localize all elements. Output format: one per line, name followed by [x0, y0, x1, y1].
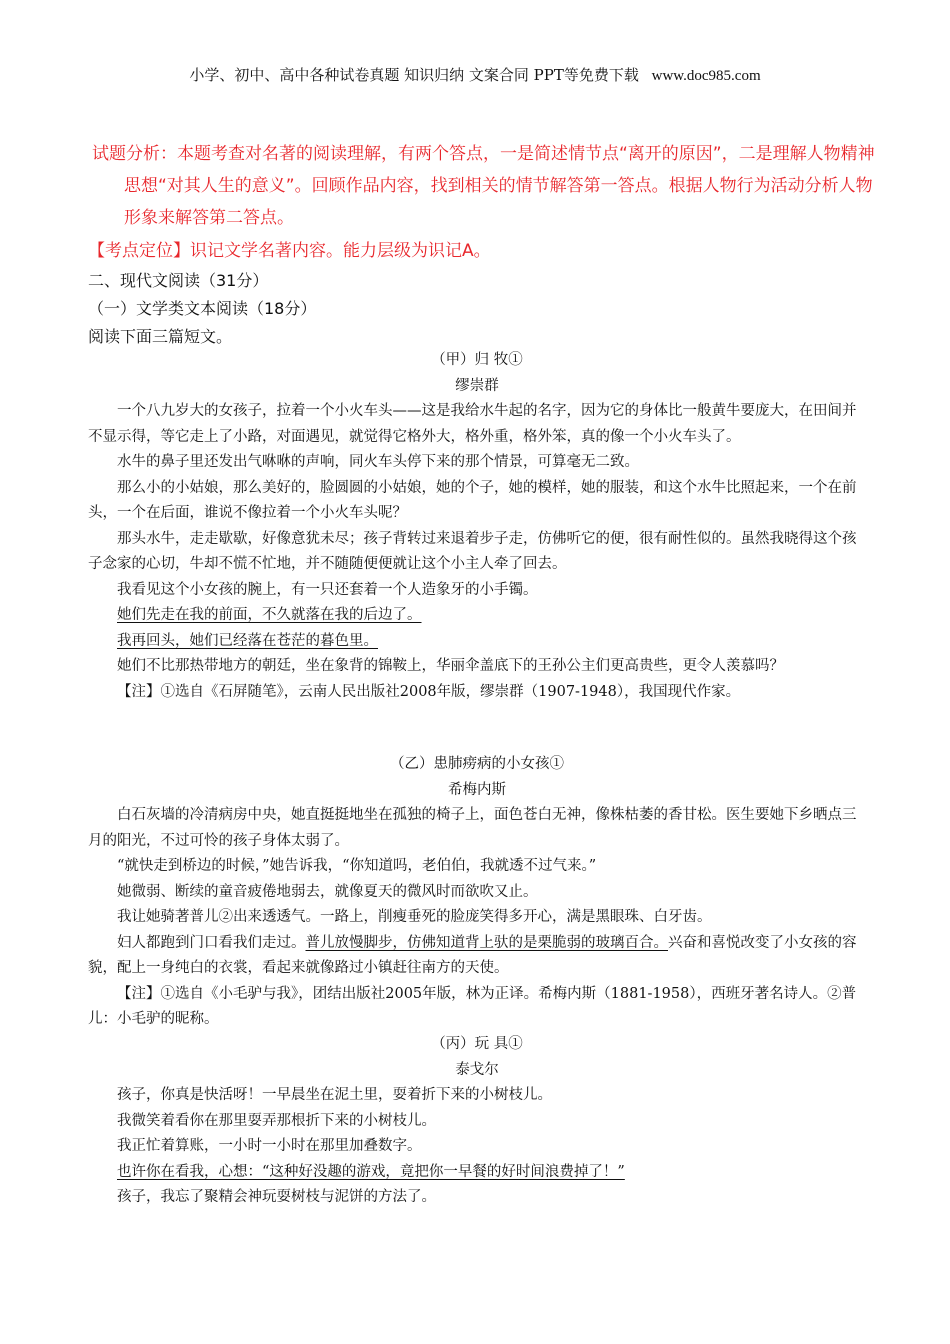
text-span: 妇人都跑到门口看我们走过。 — [117, 934, 306, 951]
text-span: 兴奋和喜悦改变了小女孩的容貌，配上一身纯白的衣裳，看起来就像路过小镇赶往南方的天使。 — [88, 934, 857, 976]
paragraph: “就快走到桥边的时候，”她告诉我，“你知道吗，老伯伯，我就透不过气来。” — [117, 858, 597, 874]
paragraph: 一个八九岁大的女孩子，拉着一个小火车头——这是我给水牛起的名字，因为它的身体比一般黄牛要庞大，在田间并不显示得，等它走上了小路，对面遇见，就觉得它格外大，格外重，格外笨，真的像一个小火车头了。 — [88, 403, 857, 445]
underlined-sentence: 也许你在看我，心想：“这种好没趣的游戏，竟把你一早餐的好时间浪费掉了！” — [117, 1163, 625, 1180]
paragraph: 那头水牛，走走歇歇，好像意犹未尽；孩子背转过来退着步子走，仿佛听它的便，很有耐性似的。虽然我晓得这个孩子念家的心切，牛却不慌不忙地，并不随随便便就让这个小主人牵了回去。 — [88, 530, 857, 572]
passage-author: 希梅内斯 — [448, 781, 506, 798]
passage-yi — [88, 752, 866, 1033]
paragraph: 我看见这个小女孩的腕上，有一只还套着一个人造象牙的小手镯。 — [117, 581, 538, 598]
subsection-heading: （一）文学类文本阅读（18分） — [88, 299, 317, 318]
passage-title: （甲）归 牧① — [431, 352, 523, 368]
page-header — [0, 64, 950, 85]
analysis-line: 思想“对其人生的意义”。回顾作品内容，找到相关的情节解答第一答点。根据人物行为活动分析人物 — [124, 176, 873, 196]
header-url[interactable]: www.doc985.com — [651, 68, 761, 84]
header-text: 小学、初中、高中各种试卷真题 知识归纳 文案合同 PPT等免费下载 — [189, 66, 639, 84]
analysis-block — [92, 138, 882, 234]
paragraph: 孩子，我忘了聚精会神玩耍树枝与泥饼的方法了。 — [117, 1189, 436, 1205]
passage-jia — [88, 348, 866, 705]
analysis-line: 形象来解答第二答点。 — [124, 208, 294, 228]
footnote: 【注】①选自《石屏随笔》，云南人民出版社2008年版，缪崇群（1907-1948），我国现代作家。 — [117, 683, 741, 700]
passage-bing — [88, 1032, 866, 1211]
passage-author: 泰戈尔 — [455, 1061, 499, 1078]
passage-title: （丙）玩 具① — [431, 1036, 523, 1052]
paragraph — [88, 931, 866, 982]
passage-author: 缪崇群 — [455, 377, 499, 394]
paragraph: 我正忙着算账，一小时一小时在那里加叠数字。 — [117, 1138, 422, 1154]
analysis-line: 试题分析：本题考查对名著的阅读理解，有两个答点，一是简述情节点“离开的原因”，二是理解人物精神 — [92, 144, 875, 164]
kaodian-line: 【考点定位】识记文学名著内容。能力层级为识记A。 — [88, 241, 491, 261]
underlined-sentence: 我再回头，她们已经落在苍茫的暮色里。 — [117, 632, 378, 649]
paragraph: 水牛的鼻子里还发出气咻咻的声响，同火车头停下来的那个情景，可算毫无二致。 — [117, 454, 639, 470]
paragraph: 那么小的小姑娘，那么美好的，脸圆圆的小姑娘，她的个子，她的模样，她的服装，和这个水牛比照起来，一个在前头，一个在后面，谁说不像拉着一个小火车头呢？ — [88, 479, 857, 521]
paragraph: 我让她骑著普儿②出来透透气。一路上，削瘦垂死的脸庞笑得多开心，满是黑眼珠、白牙齿。 — [117, 909, 712, 925]
paragraph: 孩子，你真是快活呀！一早晨坐在泥土里，耍着折下来的小树枝儿。 — [117, 1087, 552, 1103]
footnote: 【注】①选自《小毛驴与我》，团结出版社2005年版，林为正译。希梅内斯（1881-1958），西班牙著名诗人。②普儿：小毛驴的昵称。 — [88, 985, 857, 1027]
paragraph: 她微弱、断续的童音疲倦地弱去，就像夏天的微风时而欲吹又止。 — [117, 883, 538, 900]
paragraph: 她们不比那热带地方的朝廷，坐在象背的锦鞍上，华丽伞盖底下的王孙公主们更高贵些，更令人羡慕吗？ — [117, 658, 784, 674]
underlined-sentence: 她们先走在我的前面，不久就落在我的后边了。 — [117, 607, 422, 623]
paragraph: 白石灰墙的冷清病房中央，她直挺挺地坐在孤独的椅子上，面色苍白无神，像株枯萎的香甘松。医生要她下乡晒点三月的阳光，不过可怜的孩子身体太弱了。 — [88, 807, 857, 849]
section-heading: 二、现代文阅读（31分） — [88, 271, 269, 290]
underlined-sentence: 普儿放慢脚步，仿佛知道背上驮的是栗脆弱的玻璃百合。 — [305, 934, 668, 951]
instruction: 阅读下面三篇短文。 — [88, 327, 233, 346]
paragraph: 我微笑着看你在那里耍弄那根折下来的小树枝儿。 — [117, 1112, 436, 1129]
passage-title: （乙）患肺痨病的小女孩① — [390, 756, 564, 772]
